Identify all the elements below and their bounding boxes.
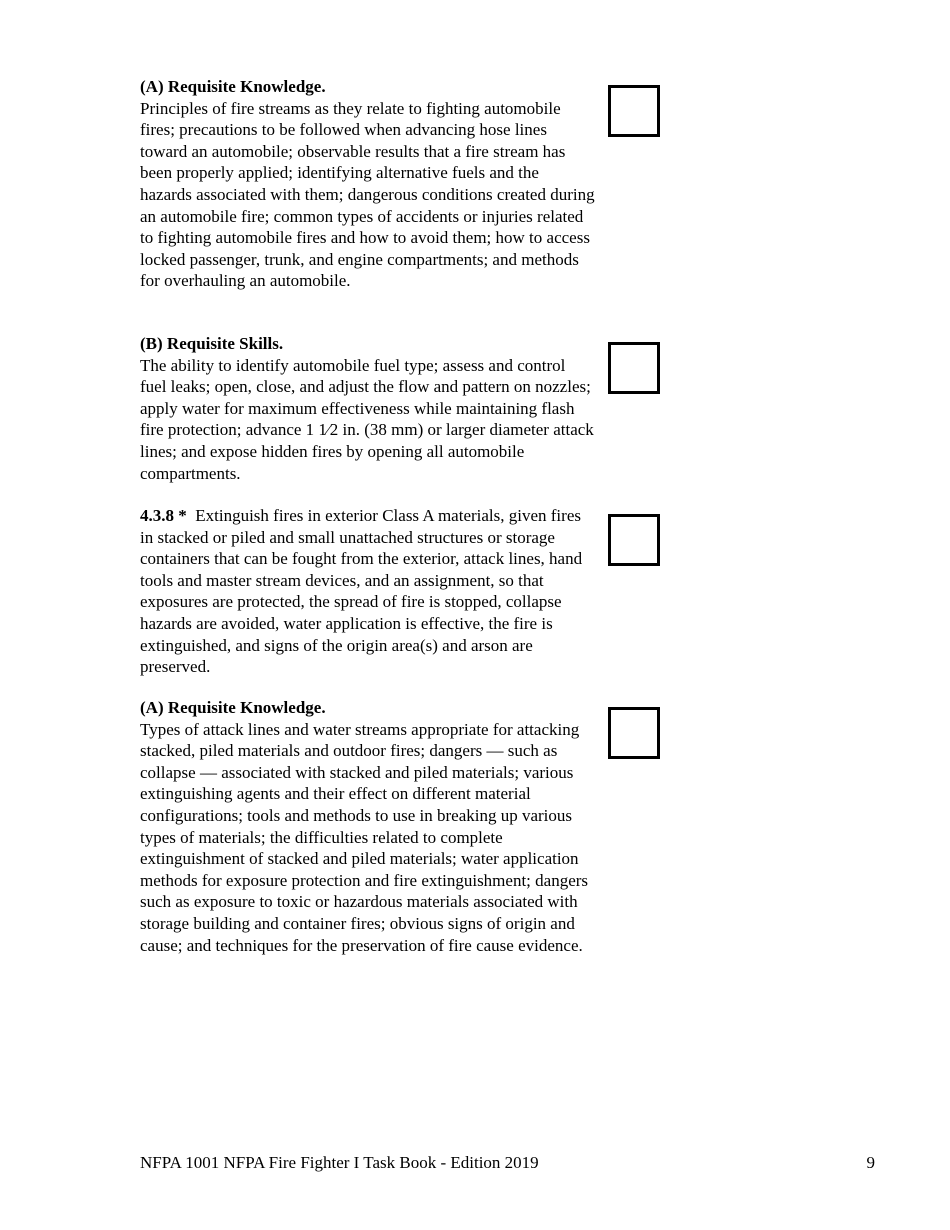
section-heading: (A) Requisite Knowledge. — [140, 77, 326, 96]
section-4-3-8-exterior-class-a — [140, 505, 595, 678]
section-requisite-knowledge-exterior — [140, 697, 595, 956]
standard-number: 4.3.8 * — [140, 506, 187, 525]
section-body: Principles of fire streams as they relate to fighting automobile fires; precautions to be followed when advancing hose lines toward an automobile; observable results that a fire stream has been properly applied; identifying alternative fuels and the hazards associated with them; dangerous conditions created during an automobile fire; common types of accidents or injuries related to fighting automobile fires and how to avoid them; how to access locked passenger, trunk, and engine compartments; and methods for overhauling an automobile. — [140, 98, 595, 291]
signoff-checkbox-3[interactable] — [608, 514, 660, 566]
section-body-with-number — [140, 505, 595, 678]
signoff-checkbox-2[interactable] — [608, 342, 660, 394]
footer-page-number: 9 — [866, 1153, 875, 1172]
signoff-checkbox-4[interactable] — [608, 707, 660, 759]
section-body: Types of attack lines and water streams appropriate for attacking stacked, piled materials and outdoor fires; dangers — such as collapse — associated with stacked and piled materials; various extinguishing agents and their effect on different material configurations; tools and methods to use in breaking up various types of materials; the difficulties related to complete extinguishment of stacked and piled materials; water application methods for exposure protection and fire extinguishment; dangers such as exposure to toxic or hazardous materials associated with storage building and container fires; obvious signs of origin and cause; and techniques for the preservation of fire cause evidence. — [140, 719, 589, 955]
section-body: Extinguish fires in exterior Class A materials, given fires in stacked or piled and small unattached structures or storage containers that can be fought from the exterior, attack lines, hand tools and master stream devices, and an assignment, so that exposures are protected, the spread of fire is stopped, collapse hazards are avoided, water application is effective, the fire is extinguished, and signs of the origin area(s) and arson are preserved. — [140, 506, 583, 677]
section-heading: (A) Requisite Knowledge. — [140, 698, 326, 717]
footer-document-title: NFPA 1001 NFPA Fire Fighter I Task Book - Edition 2019 — [140, 1153, 539, 1172]
section-body: The ability to identify automobile fuel type; assess and control fuel leaks; open, close, and adjust the flow and pattern on nozzles; apply water for maximum effectiveness while maintaining flash fire protection; advance 1 1⁄2 in. (38 mm) or larger diameter attack lines; and expose hidden fires by opening all automobile compartments. — [140, 355, 594, 483]
section-heading: (B) Requisite Skills. — [140, 334, 284, 353]
signoff-checkbox-1[interactable] — [608, 85, 660, 137]
section-requisite-skills-automobile — [140, 333, 595, 484]
section-requisite-knowledge-automobile — [140, 76, 595, 292]
